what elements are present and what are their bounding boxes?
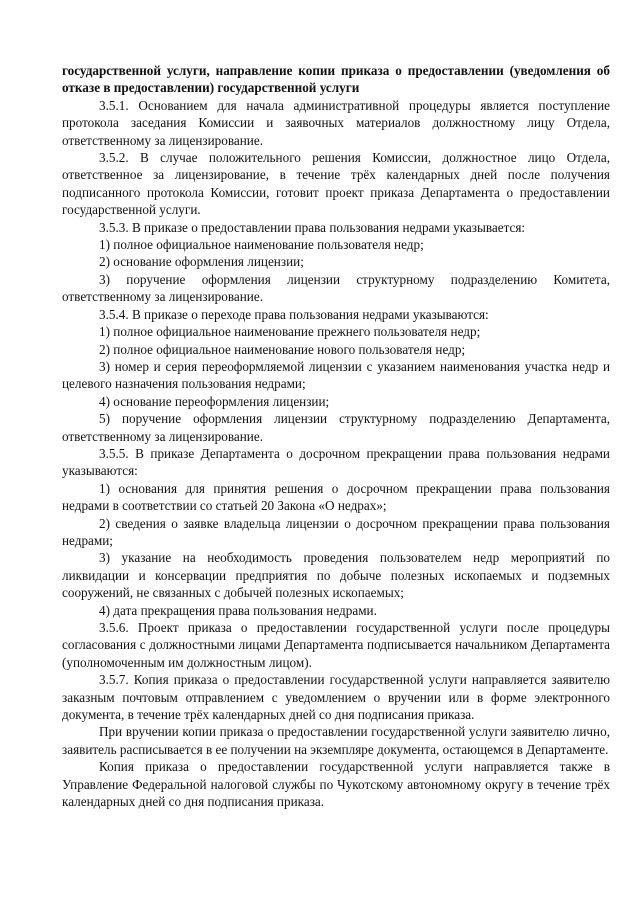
paragraph: 4) дата прекращения права пользования недрами. bbox=[99, 602, 377, 618]
paragraph: 3.5.7. Копия приказа о предоставлении государственной услуги направляется заявителю заказным почтовым отправлением с уведомлением о вручении или в форме электронного документа, в течение трёх календарных дней со дня подписания приказа. bbox=[62, 672, 610, 723]
paragraph: 1) основания для принятия решения о досрочном прекращении права пользования недрами в соответствии со статьей 20 Закона «О недрах»; bbox=[62, 480, 610, 514]
paragraph: 4) основание переоформления лицензии; bbox=[99, 393, 330, 409]
paragraph: Копия приказа о предоставлении государственной услуги направляется также в Управление Федеральной налоговой службы по Чукотскому автономному округу в течение трёх календарных дней со дня подписания приказа. bbox=[62, 759, 610, 810]
paragraph: 1) полное официальное наименование прежнего пользователя недр; bbox=[99, 324, 481, 340]
section-heading: государственной услуги, направление копии приказа о предоставлении (уведомления об отказе в предоставлении) государственной услуги bbox=[62, 63, 610, 96]
document-body bbox=[62, 62, 610, 810]
paragraph: 3.5.3. В приказе о предоставлении права пользования недрами указывается: bbox=[99, 219, 526, 235]
paragraph: 1) полное официальное наименование пользователя недр; bbox=[99, 237, 424, 253]
paragraph: 5) поручение оформления лицензии структурному подразделению Департамента, ответственному за лицензирование. bbox=[62, 411, 610, 444]
paragraph: 2) полное официальное наименование нового пользователя недр; bbox=[99, 341, 466, 357]
paragraph: 3) указание на необходимость проведения пользователем недр мероприятий по ликвидации и консервации предприятия по добыче полезных ископаемых и подземных сооружений, не связанных с добычей полезных ископаемых; bbox=[62, 550, 610, 601]
paragraph: 3.5.4. В приказе о переходе права пользования недрами указываются: bbox=[99, 306, 489, 322]
paragraph: 3.5.1. Основанием для начала административной процедуры является поступление протокола заседания Комиссии и заявочных материалов должностному лицу Отдела, ответственному за лицензирование. bbox=[62, 97, 610, 148]
paragraph: 2) основание оформления лицензии; bbox=[99, 254, 304, 270]
paragraph: 3) номер и серия переоформляемой лицензии с указанием наименования участка недр и целевого назначения пользования недрами; bbox=[62, 358, 610, 392]
paragraph: 2) сведения о заявке владельца лицензии о досрочном прекращении права пользования недрами; bbox=[62, 515, 610, 548]
paragraph: 3.5.6. Проект приказа о предоставлении государственной услуги после процедуры согласования с должностными лицами Департамента подписывается начальником Департамента (уполномоченным им должностным лицом). bbox=[62, 620, 610, 670]
paragraph: При вручении копии приказа о предоставлении государственной услуги заявителю лично, заявитель расписывается в ее получении на экземпляре документа, остающемся в Департаменте. bbox=[62, 724, 610, 757]
paragraph: 3.5.5. В приказе Департамента о досрочном прекращении права пользования недрами указываются: bbox=[62, 445, 610, 479]
paragraph: 3) поручение оформления лицензии структурному подразделению Комитета, ответственному за лицензирование. bbox=[62, 271, 610, 305]
paragraph: 3.5.2. В случае положительного решения Комиссии, должностное лицо Отдела, ответственное за лицензирование, в течение трёх календарных дней после получения подписанного протокола Комиссии, готовит проект приказа Департамента о предоставлении государственной услуги. bbox=[62, 150, 610, 218]
